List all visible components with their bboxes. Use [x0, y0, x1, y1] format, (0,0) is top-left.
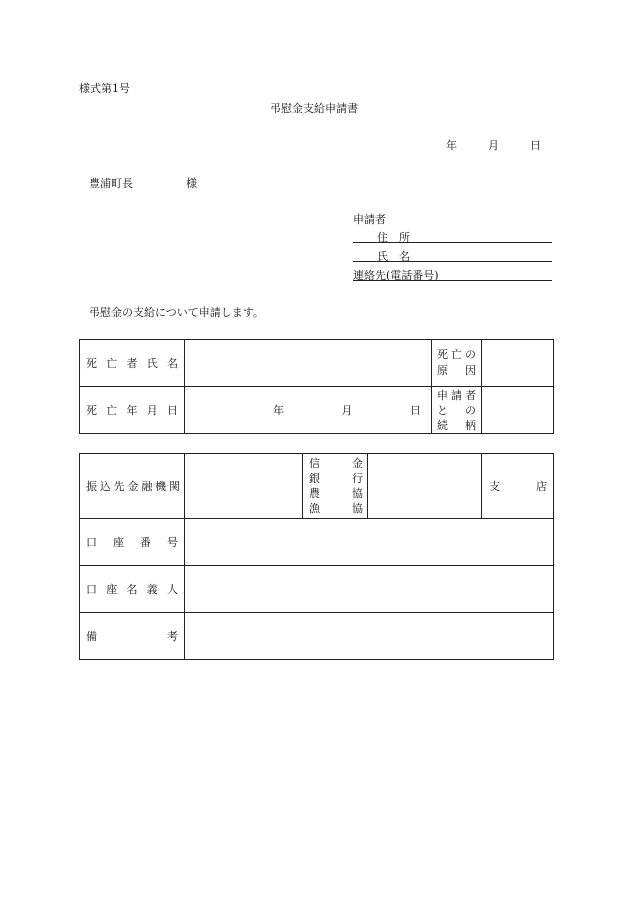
- addressee-name: 豊浦町長: [89, 177, 133, 190]
- addressee: [89, 175, 197, 191]
- death-month: 月: [341, 404, 353, 417]
- branch-label: 支 店: [482, 454, 554, 519]
- date-of-death-field[interactable]: [185, 387, 432, 434]
- bank-info-table: [79, 453, 554, 660]
- addressee-honorific: 様: [186, 177, 197, 190]
- remarks-field[interactable]: [185, 613, 554, 660]
- account-number-label: 口 座 番 号: [80, 519, 185, 566]
- institution-type-options[interactable]: [303, 454, 368, 519]
- address-underline: [353, 242, 552, 243]
- applicant-address-label: 住 所: [377, 231, 410, 244]
- option-bank[interactable]: 銀 行: [309, 472, 363, 485]
- application-statement: 弔慰金の支給について申請します。: [89, 306, 264, 319]
- bank-name-field[interactable]: [185, 454, 303, 519]
- cause-of-death-label: 死 亡 の 原 因: [432, 340, 482, 387]
- remarks-label: 備 考: [80, 613, 185, 660]
- deceased-info-table: [79, 339, 554, 434]
- deceased-name-label: 死 亡 者 氏 名: [80, 340, 185, 387]
- contact-underline: [353, 280, 552, 281]
- form-number: 様式第1号: [79, 82, 130, 95]
- cause-of-death-field[interactable]: [482, 340, 554, 387]
- date-year: 年: [446, 139, 457, 152]
- date-month: 月: [488, 139, 499, 152]
- date-of-death-label: 死 亡 年 月 日: [80, 387, 185, 434]
- relationship-label: 申 請 者 と の 続 柄: [432, 387, 482, 434]
- date-line: [446, 137, 541, 153]
- death-year: 年: [273, 404, 284, 417]
- name-underline: [353, 261, 552, 262]
- option-shinkin[interactable]: 信 金: [309, 457, 363, 470]
- account-number-field[interactable]: [185, 519, 554, 566]
- applicant-name-label: 氏 名: [377, 250, 410, 263]
- date-day: 日: [530, 139, 541, 152]
- relationship-field[interactable]: [482, 387, 554, 434]
- applicant-contact-label: 連絡先(電話番号): [353, 269, 439, 282]
- document-title: 弔慰金支給申請書: [270, 102, 358, 115]
- branch-name-field[interactable]: [368, 454, 482, 519]
- death-day: 日: [410, 404, 421, 417]
- applicant-heading: 申請者: [353, 213, 386, 226]
- deceased-name-field[interactable]: [185, 340, 432, 387]
- option-gyokyo[interactable]: 漁 協: [309, 502, 363, 515]
- option-nokyo[interactable]: 農 協: [309, 487, 363, 500]
- bank-label: 振 込 先 金 融 機 関: [80, 454, 185, 519]
- account-holder-label: 口 座 名 義 人: [80, 566, 185, 613]
- account-holder-field[interactable]: [185, 566, 554, 613]
